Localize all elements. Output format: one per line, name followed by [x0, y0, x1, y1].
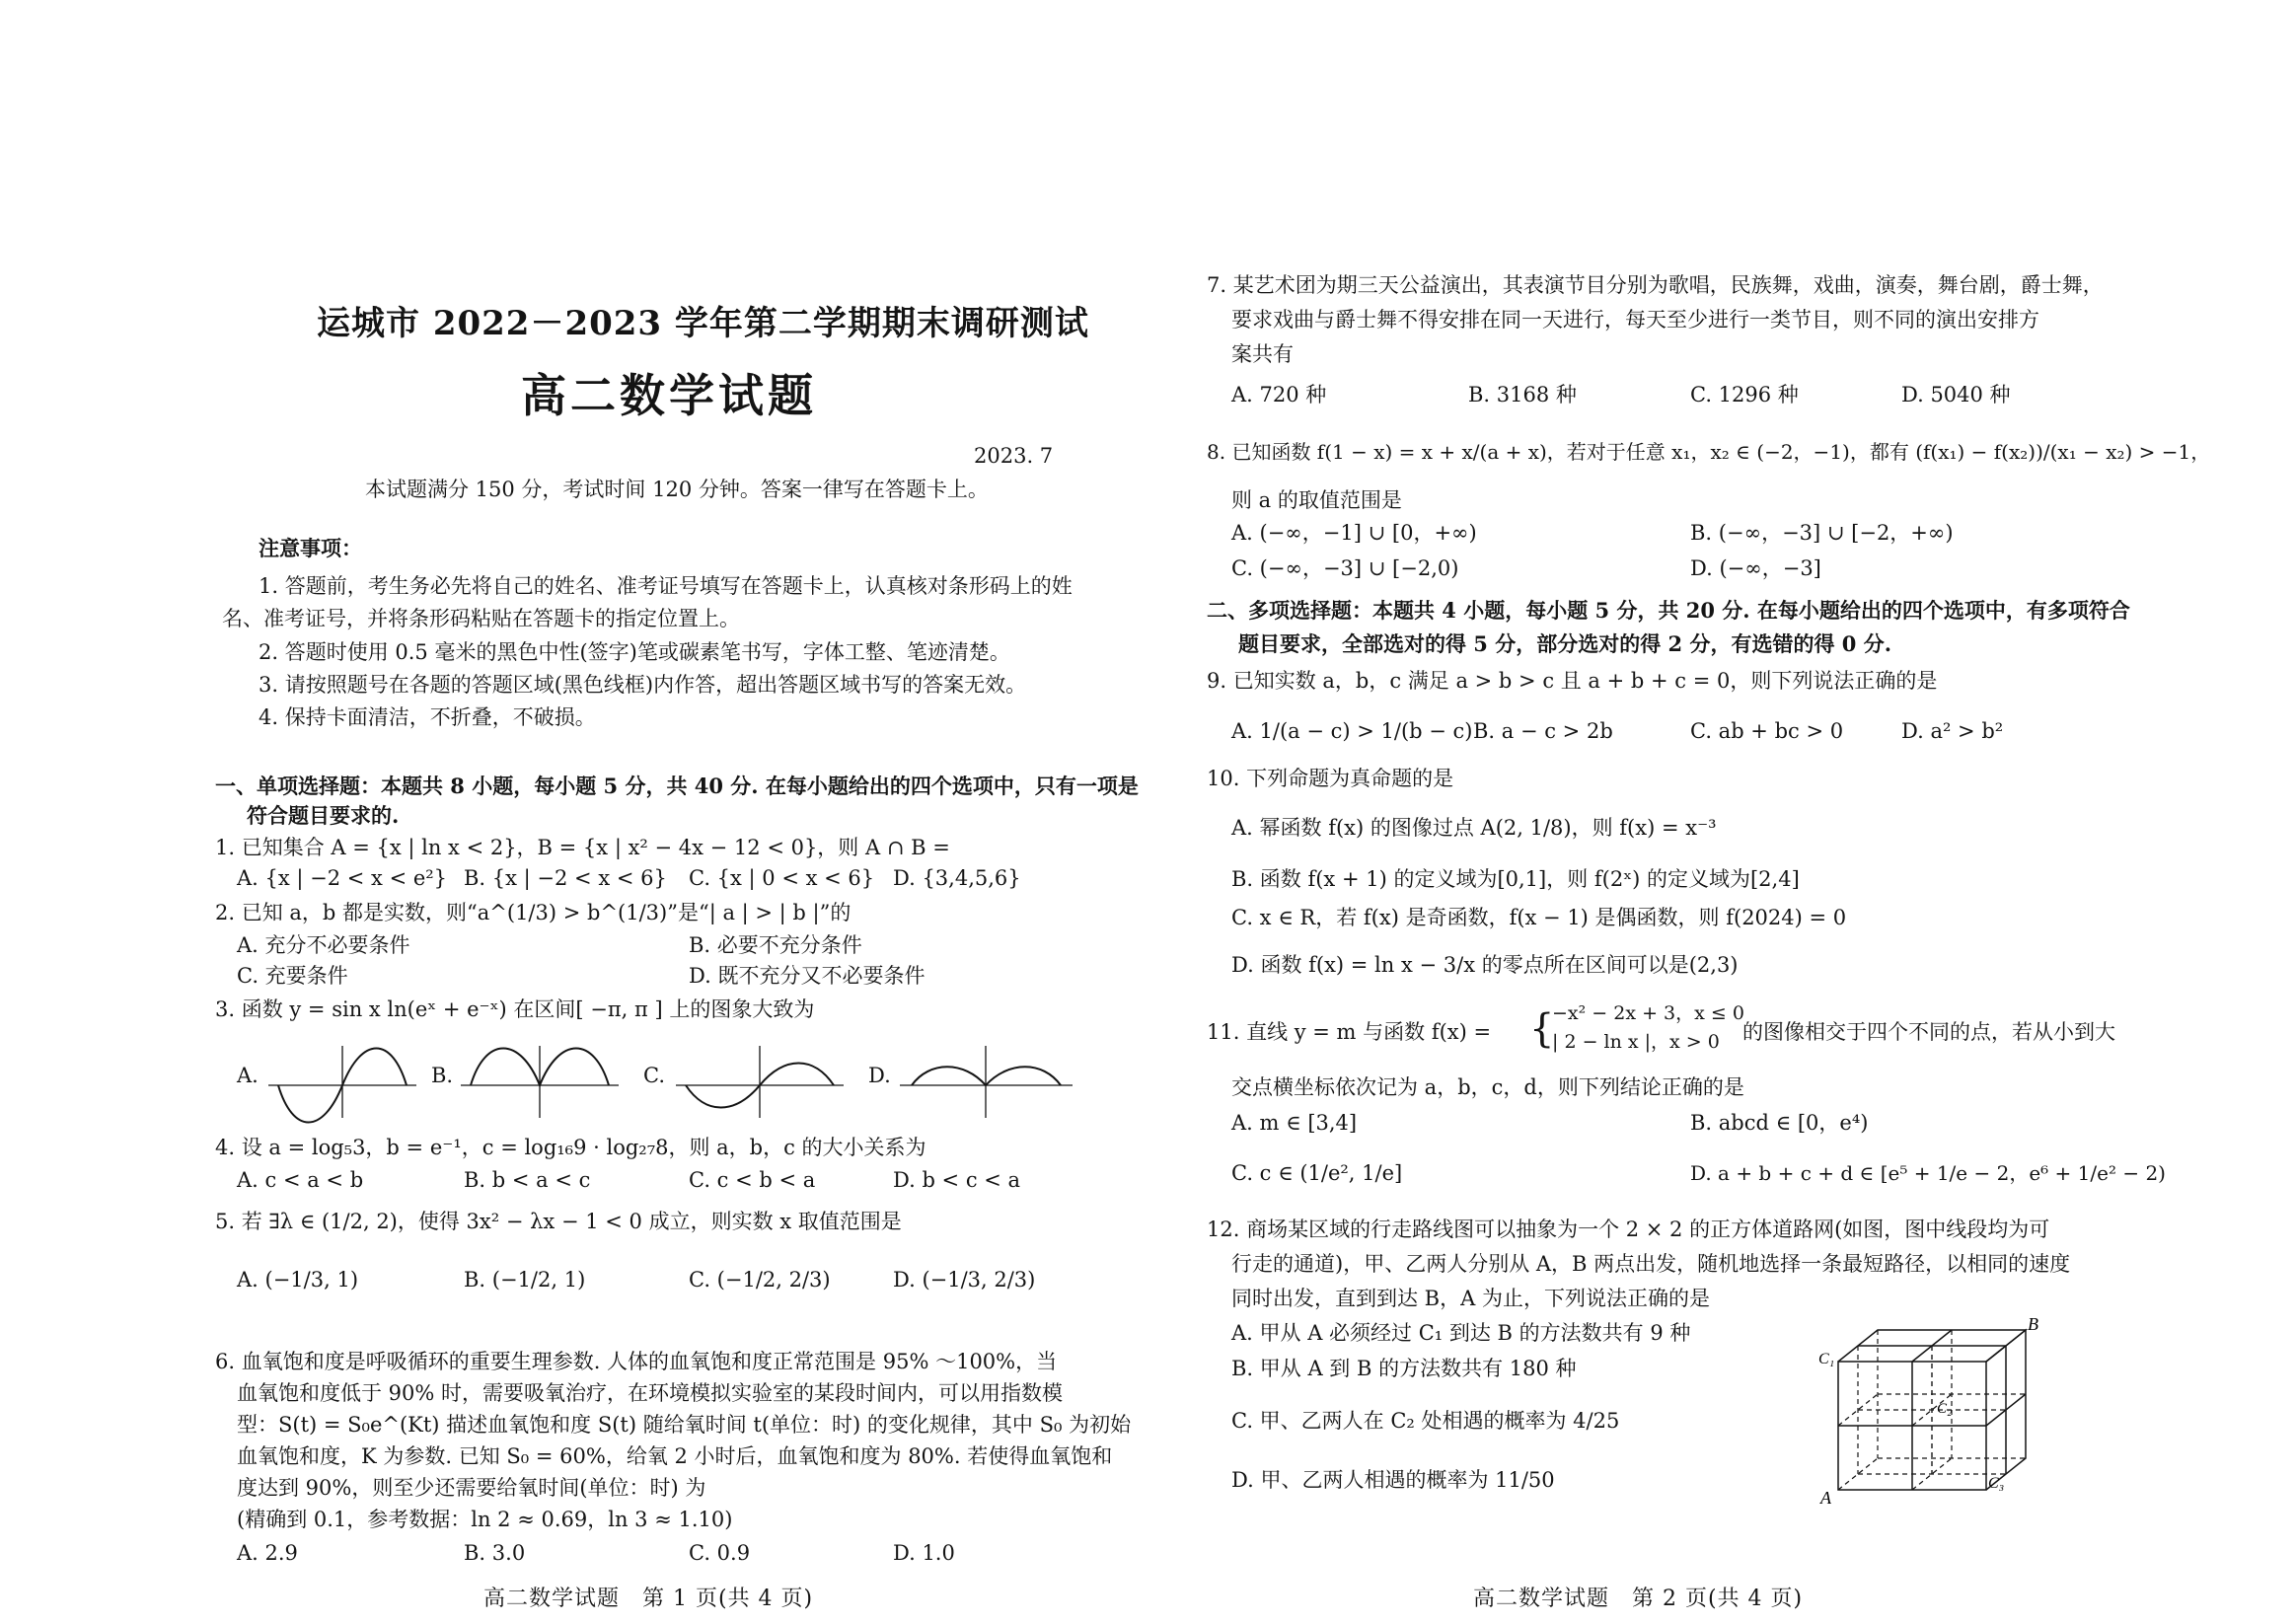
question-2-option-a: A. 充分不必要条件 [237, 933, 410, 957]
question-7-option-d: D. 5040 种 [1901, 383, 2011, 406]
question-3-option-d-label: D. [868, 1064, 891, 1087]
exam-subject-title: 高二数学试题 [521, 369, 817, 422]
notice-4: 4. 保持卡面清洁，不折叠，不破损。 [259, 705, 596, 729]
question-6-option-a: A. 2.9 [237, 1541, 298, 1565]
question-11-brace: { [1529, 1006, 1555, 1052]
cube-label-c3: C₃ [1988, 1475, 2005, 1492]
question-12-option-b: B. 甲从 A 到 B 的方法数共有 180 种 [1231, 1357, 1577, 1380]
question-11-case-2: | 2 − ln x |，x > 0 [1552, 1031, 1720, 1053]
question-9-option-d: D. a² > b² [1901, 719, 2004, 743]
notice-3: 3. 请按照题号在各题的答题区域(黑色线框)内作答，超出答题区域书写的答案无效。 [259, 673, 1027, 697]
question-3-graph-b [461, 1041, 619, 1120]
question-1-option-b: B. {x | −2 < x < 6} [464, 866, 667, 890]
question-4-stem: 4. 设 a = log₅3，b = e⁻¹，c = log₁₆9 · log₂₇8，则 a，b，c 的大小关系为 [215, 1136, 926, 1159]
section-1-heading: 一、单项选择题：本题共 8 小题，每小题 5 分，共 40 分. 在每小题给出的四个选项中，只有一项是 [215, 774, 1139, 798]
question-8-option-c: C. (−∞，−3] ∪ [−2,0) [1231, 556, 1459, 580]
question-4-option-d: D. b < c < a [893, 1168, 1021, 1192]
question-6-option-b: B. 3.0 [464, 1541, 526, 1565]
question-5-option-c: C. (−1/2, 2/3) [689, 1268, 831, 1292]
question-2-option-c: C. 充要条件 [237, 964, 348, 988]
question-7-line-2: 要求戏曲与爵士舞不得安排在同一天进行，每天至少进行一类节目，则不同的演出安排方 [1231, 308, 2039, 332]
section-2-heading: 二、多项选择题：本题共 4 小题，每小题 5 分，共 20 分. 在每小题给出的四个选项中，有多项符合 [1207, 598, 2130, 623]
question-3-graph-c [676, 1041, 844, 1120]
question-1-option-d: D. {3,4,5,6} [893, 866, 1021, 890]
question-7-option-b: B. 3168 种 [1468, 383, 1577, 406]
question-11-option-d: D. a + b + c + d ∈ [e⁵ + 1/e − 2，e⁶ + 1/e² − 2) [1690, 1161, 2166, 1185]
question-10-option-d: D. 函数 f(x) = ln x − 3/x 的零点所在区间可以是(2,3) [1231, 953, 1739, 977]
question-2-option-d: D. 既不充分又不必要条件 [689, 964, 926, 988]
question-9-option-a: A. 1/(a − c) > 1/(b − c) [1231, 719, 1473, 743]
question-6-line-6: (精确到 0.1，参考数据：ln 2 ≈ 0.69，ln 3 ≈ 1.10) [237, 1508, 733, 1531]
question-7-line-3: 案共有 [1231, 342, 1294, 366]
question-4-option-c: C. c < b < a [689, 1168, 816, 1192]
section-1-heading-cont: 符合题目要求的. [247, 803, 400, 828]
question-10-option-b: B. 函数 f(x + 1) 的定义域为[0,1]，则 f(2ˣ) 的定义域为[2,4] [1231, 867, 1800, 891]
cube-label-b: B [2028, 1314, 2038, 1334]
question-2-stem: 2. 已知 a，b 都是实数，则“a^(1/3) > b^(1/3)”是“| a | > | b |”的 [215, 901, 852, 924]
question-1-stem: 1. 已知集合 A = {x | ln x < 2}，B = {x | x² − 4x − 12 < 0}，则 A ∩ B = [215, 836, 950, 859]
cube-label-c2: C₂ [1937, 1401, 1953, 1417]
question-12-line-1: 12. 商场某区域的行走路线图可以抽象为一个 2 × 2 的正方体道路网(如图，图中线段均为可 [1207, 1218, 2050, 1241]
question-9-option-b: B. a − c > 2b [1473, 719, 1613, 743]
cube-label-a: A [1820, 1488, 1831, 1508]
question-11-line-1a: 11. 直线 y = m 与函数 f(x) = [1207, 1020, 1492, 1044]
question-3-graph-a [268, 1041, 416, 1120]
exam-title: 运城市 2022－2023 学年第二学期期末调研测试 [317, 304, 1089, 343]
question-3-option-b-label: B. [431, 1064, 454, 1087]
question-6-line-4: 血氧饱和度，K 为参数. 已知 S₀ = 60%，给氧 2 小时后，血氧饱和度为 80%. 若使得血氧饱和 [237, 1444, 1113, 1468]
question-1-option-a: A. {x | −2 < x < e²} [237, 866, 448, 890]
question-1-option-c: C. {x | 0 < x < 6} [689, 866, 875, 890]
notice-title: 注意事项： [259, 536, 362, 560]
question-8-option-b: B. (−∞，−3] ∪ [−2，+∞) [1690, 521, 1954, 545]
exam-intro: 本试题满分 150 分，考试时间 120 分钟。答案一律写在答题卡上。 [365, 478, 989, 501]
question-6-line-2: 血氧饱和度低于 90% 时，需要吸氧治疗，在环境模拟实验室的某段时间内，可以用指数模 [237, 1381, 1064, 1405]
question-8-option-d: D. (−∞，−3] [1690, 556, 1821, 580]
section-2-heading-cont: 题目要求，全部选对的得 5 分，部分选对的得 2 分，有选错的得 0 分. [1238, 631, 1892, 656]
question-11-line-2: 交点横坐标依次记为 a，b，c，d，则下列结论正确的是 [1231, 1075, 1744, 1099]
question-9-option-c: C. ab + bc > 0 [1690, 719, 1844, 743]
question-10-stem: 10. 下列命题为真命题的是 [1207, 767, 1454, 790]
question-8-option-a: A. (−∞，−1] ∪ [0，+∞) [1231, 521, 1477, 545]
exam-page-2 [1148, 0, 2296, 1624]
question-5-option-b: B. (−1/2, 1) [464, 1268, 586, 1292]
question-12-line-3: 同时出发，直到到达 B，A 为止，下列说法正确的是 [1231, 1287, 1710, 1310]
question-5-option-a: A. (−1/3, 1) [237, 1268, 359, 1292]
question-11-option-b: B. abcd ∈ [0，e⁴) [1690, 1111, 1869, 1135]
question-11-option-c: C. c ∈ (1/e², 1/e] [1231, 1161, 1403, 1185]
page-1-footer: 高二数学试题 第 1 页(共 4 页) [483, 1587, 814, 1611]
notice-1-cont: 名、准考证号，并将条形码粘贴在答题卡的指定位置上。 [222, 607, 740, 630]
question-3-stem: 3. 函数 y = sin x ln(eˣ + e⁻ˣ) 在区间[ −π, π ] 上的图象大致为 [215, 997, 815, 1021]
notice-2: 2. 答题时使用 0.5 毫米的黑色中性(签字)笔或碳素笔书写，字体工整、笔迹清楚。 [259, 640, 1010, 664]
question-11-option-a: A. m ∈ [3,4] [1231, 1111, 1358, 1135]
question-12-option-c: C. 甲、乙两人在 C₂ 处相遇的概率为 4/25 [1231, 1409, 1620, 1433]
page-2-footer: 高二数学试题 第 2 页(共 4 页) [1473, 1587, 1804, 1611]
question-11-case-1: −x² − 2x + 3，x ≤ 0 [1552, 1002, 1744, 1024]
question-8-line-1: 8. 已知函数 f(1 − x) = x + x/(a + x)，若对于任意 x₁，x₂ ∈ (−2，−1)，都有 (f(x₁) − f(x₂))/(x₁ − x₂) > −1， [1207, 440, 2211, 464]
question-5-stem: 5. 若 ∃λ ∈ (1/2, 2)，使得 3x² − λx − 1 < 0 成立，则实数 x 取值范围是 [215, 1210, 902, 1233]
question-3-option-c-label: C. [643, 1064, 665, 1087]
question-4-option-b: B. b < a < c [464, 1168, 591, 1192]
question-6-option-d: D. 1.0 [893, 1541, 955, 1565]
question-11-line-1b: 的图像相交于四个不同的点，若从小到大 [1742, 1020, 2115, 1044]
notice-1: 1. 答题前，考生务必先将自己的姓名、准考证号填写在答题卡上，认真核对条形码上的姓 [259, 574, 1073, 598]
question-9-stem: 9. 已知实数 a，b，c 满足 a > b > c 且 a + b + c = 0，则下列说法正确的是 [1207, 669, 1938, 693]
question-6-option-c: C. 0.9 [689, 1541, 751, 1565]
question-12-option-d: D. 甲、乙两人相遇的概率为 11/50 [1231, 1468, 1555, 1492]
question-10-option-a: A. 幂函数 f(x) 的图像过点 A(2, 1/8)，则 f(x) = x⁻³ [1231, 816, 1717, 840]
question-2-option-b: B. 必要不充分条件 [689, 933, 862, 957]
question-12-cube-diagram [1818, 1314, 2038, 1508]
question-12-line-2: 行走的通道)，甲、乙两人分别从 A，B 两点出发，随机地选择一条最短路径，以相同的速度 [1231, 1252, 2071, 1276]
question-6-line-3: 型：S(t) = S₀e^(Kt) 描述血氧饱和度 S(t) 随给氧时间 t(单位：时) 的变化规律，其中 S₀ 为初始 [237, 1413, 1132, 1437]
question-12-option-a: A. 甲从 A 必须经过 C₁ 到达 B 的方法数共有 9 种 [1231, 1321, 1691, 1345]
question-6-line-1: 6. 血氧饱和度是呼吸循环的重要生理参数. 人体的血氧饱和度正常范围是 95% ～100%，当 [215, 1350, 1058, 1373]
question-7-option-a: A. 720 种 [1231, 383, 1327, 406]
question-5-option-d: D. (−1/3, 2/3) [893, 1268, 1036, 1292]
question-7-line-1: 7. 某艺术团为期三天公益演出，其表演节目分别为歌唱，民族舞，戏曲，演奏，舞台剧，爵士舞， [1207, 273, 2104, 297]
cube-label-c1: C₁ [1818, 1351, 1835, 1367]
exam-date: 2023. 7 [974, 444, 1054, 468]
question-3-option-a-label: A. [237, 1064, 259, 1087]
question-8-line-2: 则 a 的取值范围是 [1231, 488, 1402, 512]
question-7-option-c: C. 1296 种 [1690, 383, 1799, 406]
question-10-option-c: C. x ∈ R，若 f(x) 是奇函数，f(x − 1) 是偶函数，则 f(2024) = 0 [1231, 906, 1847, 929]
question-6-line-5: 度达到 90%，则至少还需要给氧时间(单位：时) 为 [237, 1476, 706, 1500]
question-4-option-a: A. c < a < b [237, 1168, 364, 1192]
question-3-graph-d [900, 1041, 1073, 1120]
